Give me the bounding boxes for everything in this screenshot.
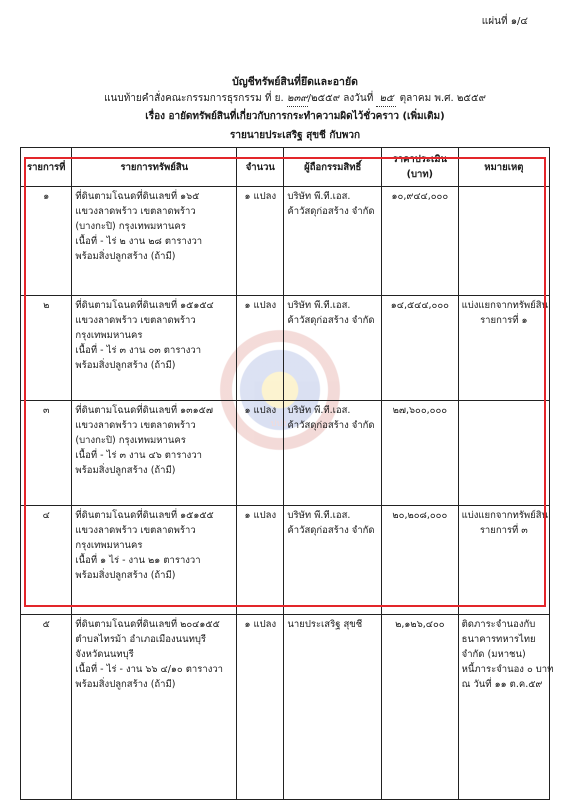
row-number: ๒	[21, 296, 72, 401]
remark-line: แบ่งแยกจากทรัพย์สิน	[461, 510, 549, 521]
quantity: ๑ แปลง	[237, 506, 284, 615]
asset-line: (บางกะปิ) กรุงเทพมหานคร	[75, 435, 186, 446]
ref-month-year: ตุลาคม พ.ศ. ๒๕๕๙	[399, 93, 486, 104]
owner-line: ค้าวัสดุก่อสร้าง จำกัด	[287, 420, 375, 431]
col-header-price: ราคาประเมิน (บาท)	[382, 148, 459, 187]
col-header-quantity: จำนวน	[237, 148, 284, 187]
row-number: ๑	[21, 187, 72, 296]
appraised-value: ๒,๑๒๖,๔๐๐	[382, 615, 459, 800]
owner	[284, 506, 382, 615]
quantity: ๑ แปลง	[237, 615, 284, 800]
asset-line: พร้อมสิ่งปลูกสร้าง (ถ้ามี)	[75, 360, 176, 371]
quantity: ๑ แปลง	[237, 187, 284, 296]
owner-line: บริษัท พี.ที.เอส.	[287, 191, 351, 202]
owner	[284, 615, 382, 800]
remark-line: จำกัด (มหาชน)	[461, 649, 526, 660]
remarks	[458, 296, 549, 401]
remark-line: ธนาคารทหารไทย	[461, 634, 536, 645]
asset-description	[72, 401, 237, 506]
row-number: ๕	[21, 615, 72, 800]
asset-line: ที่ดินตามโฉนดที่ดินเลขที่ ๑๕๑๕๔	[75, 300, 214, 311]
document-title: บัญชีทรัพย์สินที่ยึดและอายัด	[232, 76, 358, 88]
asset-line: กรุงเทพมหานคร	[75, 540, 143, 551]
remark-line: แบ่งแยกจากทรัพย์สิน	[461, 300, 549, 311]
asset-line: เนื้อที่ ๑ ไร่ - งาน ๒๑ ตารางวา	[75, 555, 201, 566]
asset-table	[20, 147, 554, 800]
row-number: ๔	[21, 506, 72, 615]
asset-line: กรุงเทพมหานคร	[75, 330, 143, 341]
asset-line: แขวงลาดพร้าว เขตลาดพร้าว	[75, 525, 196, 536]
remarks	[458, 187, 549, 296]
asset-description	[72, 296, 237, 401]
asset-line: ตำบลไทรม้า อำเภอเมืองนนทบุรี	[75, 634, 207, 645]
quantity: ๑ แปลง	[237, 401, 284, 506]
watermark-text: ปปง.	[270, 419, 290, 429]
asset-description	[72, 615, 237, 800]
table-header-row	[21, 148, 550, 187]
remarks	[458, 401, 549, 506]
asset-line: ที่ดินตามโฉนดที่ดินเลขที่ ๑๕๑๕๕	[75, 510, 214, 521]
asset-description	[72, 187, 237, 296]
col-header-no: รายการที่	[21, 148, 72, 187]
order-reference	[60, 91, 530, 107]
owner	[284, 401, 382, 506]
col-header-asset: รายการทรัพย์สิน	[72, 148, 237, 187]
table-row	[21, 401, 550, 506]
asset-line: ที่ดินตามโฉนดที่ดินเลขที่ ๒๐๔๑๕๕	[75, 619, 220, 630]
col-header-remarks: หมายเหตุ	[458, 148, 549, 187]
remark-line: ติดภาระจำนองกับ	[461, 619, 536, 630]
asset-description	[72, 506, 237, 615]
col-header-owner: ผู้ถือกรรมสิทธิ์	[284, 148, 382, 187]
table-row	[21, 615, 550, 800]
appraised-value: ๑๔,๕๔๔,๐๐๐	[382, 296, 459, 401]
quantity: ๑ แปลง	[237, 296, 284, 401]
appraised-value: ๒๐,๒๐๘,๐๐๐	[382, 506, 459, 615]
asset-line: เนื้อที่ - ไร่ ๓ งาน ๐๓ ตารางวา	[75, 345, 202, 356]
table-row	[21, 296, 550, 401]
owner-line: ค้าวัสดุก่อสร้าง จำกัด	[287, 315, 375, 326]
owner	[284, 296, 382, 401]
asset-line: เนื้อที่ - ไร่ ๒ งาน ๒๘ ตารางวา	[75, 236, 203, 247]
owner-line: นายประเสริฐ สุขชี	[287, 619, 363, 630]
sheet-number: แผ่นที่ ๑/๔	[481, 16, 528, 27]
appraised-value: ๑๐,๙๔๔,๐๐๐	[382, 187, 459, 296]
asset-line: พร้อมสิ่งปลูกสร้าง (ถ้ามี)	[75, 465, 176, 476]
ref-prefix: แนบท้ายคำสั่งคณะกรรมการธุรกรรม ที่ ย.	[104, 93, 284, 104]
asset-line: ที่ดินตามโฉนดที่ดินเลขที่ ๑๓๑๕๗	[75, 405, 214, 416]
asset-line: แขวงลาดพร้าว เขตลาดพร้าว	[75, 315, 196, 326]
asset-line: ที่ดินตามโฉนดที่ดินเลขที่ ๑๖๕	[75, 191, 200, 202]
table-row	[21, 506, 550, 615]
owner-line: ค้าวัสดุก่อสร้าง จำกัด	[287, 525, 375, 536]
remarks	[458, 506, 549, 615]
owner-line: บริษัท พี.ที.เอส.	[287, 300, 351, 311]
ref-number: ๒๓๙	[287, 91, 308, 107]
asset-line: พร้อมสิ่งปลูกสร้าง (ถ้ามี)	[75, 679, 176, 690]
asset-line: (บางกะปิ) กรุงเทพมหานคร	[75, 221, 186, 232]
asset-line: แขวงลาดพร้าว เขตลาดพร้าว	[75, 206, 196, 217]
remarks	[458, 615, 554, 800]
ref-day: ๒๕	[376, 91, 396, 107]
asset-line: เนื้อที่ - ไร่ - งาน ๖๖ ๔/๑๐ ตารางวา	[75, 664, 224, 675]
remark-line: หนี้ภาระจำนอง ๐ บาท	[461, 664, 554, 675]
ref-year-suffix: /๒๕๕๙ ลงวันที่	[307, 93, 374, 104]
table-row	[21, 187, 550, 296]
asset-line: เนื้อที่ - ไร่ ๓ งาน ๔๖ ตารางวา	[75, 450, 202, 461]
owner	[284, 187, 382, 296]
asset-line: จังหวัดนนทบุรี	[75, 649, 134, 660]
row-number: ๓	[21, 401, 72, 506]
owner-line: บริษัท พี.ที.เอส.	[287, 510, 351, 521]
appraised-value: ๒๗,๖๐๐,๐๐๐	[382, 401, 459, 506]
remark-line: ณ วันที่ ๑๑ ต.ค.๕๙	[461, 679, 543, 690]
subject-line: เรื่อง อายัดทรัพย์สินที่เกี่ยวกับการกระทำความผิดไว้ชั่วคราว (เพิ่มเติม)	[145, 111, 445, 122]
remark-line: รายการที่ ๑	[480, 315, 528, 326]
case-name: รายนายประเสริฐ สุขชี กับพวก	[229, 130, 360, 141]
asset-line: แขวงลาดพร้าว เขตลาดพร้าว	[75, 420, 196, 431]
remark-line: รายการที่ ๓	[479, 525, 528, 536]
asset-line: พร้อมสิ่งปลูกสร้าง (ถ้ามี)	[75, 251, 176, 262]
owner-line: บริษัท พี.ที.เอส.	[287, 405, 351, 416]
owner-line: ค้าวัสดุก่อสร้าง จำกัด	[287, 206, 375, 217]
asset-line: พร้อมสิ่งปลูกสร้าง (ถ้ามี)	[75, 570, 176, 581]
